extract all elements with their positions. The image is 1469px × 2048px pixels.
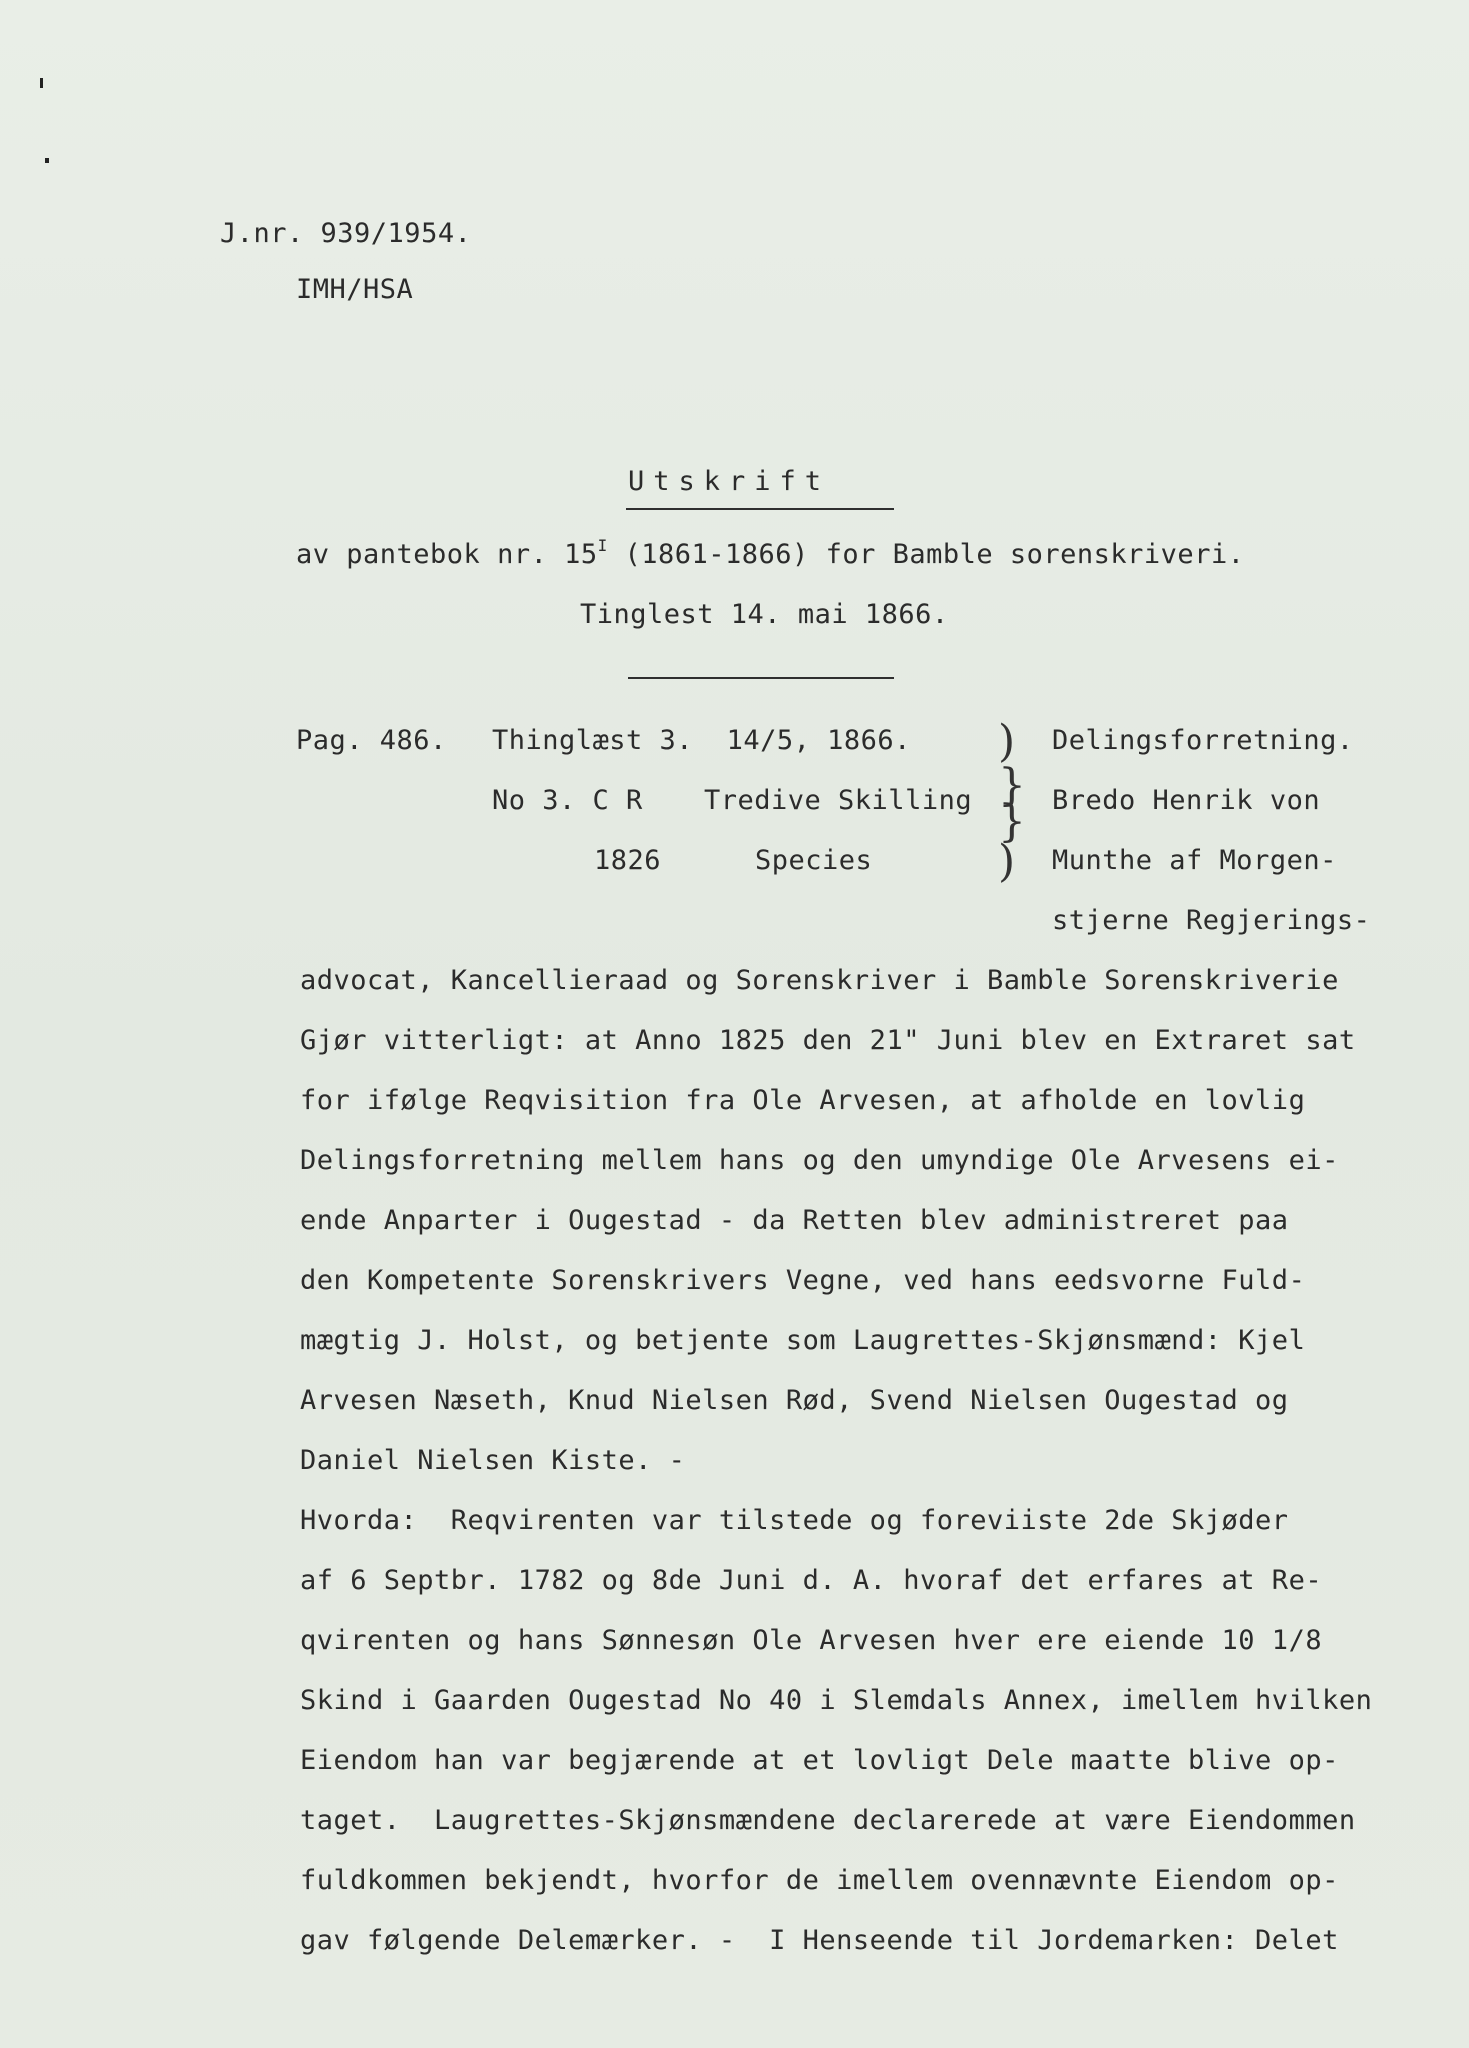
page-reference: Pag. 486. [296, 725, 447, 756]
body-line: gav følgende Delemærker. - I Henseende til Jordemarken: Delet [300, 1925, 1339, 1956]
entry-col2-line-1: Tredive Skilling [704, 785, 973, 816]
brace-mark-2: } [998, 760, 1026, 811]
entry-right-line-4: stjerne Regjerings- [1052, 905, 1371, 936]
subtitle-line-2: Tinglest 14. mai 1866. [580, 599, 949, 630]
subtitle-line-1 [296, 536, 1245, 570]
entry-col1-line-1: Thinglæst 3. 14/5, 1866. [492, 725, 911, 756]
body-line: for ifølge Reqvisition fra Ole Arvesen, at afholde en lovlig [300, 1085, 1306, 1116]
body-line: taget. Laugrettes-Skjønsmændene declarerede at være Eiendommen [300, 1805, 1356, 1836]
body-line: Eiendom han var begjærende at et lovligt Dele maatte blive op- [300, 1745, 1339, 1776]
body-line: Daniel Nielsen Kiste. - [300, 1445, 686, 1476]
brace-mark-4: ) [998, 836, 1016, 887]
margin-mark-bottom [45, 158, 49, 163]
body-line: den Kompetente Sorenskrivers Vegne, ved hans eedsvorne Fuld- [300, 1265, 1306, 1296]
body-line: advocat, Kancellieraad og Sorenskriver i Bamble Sorenskriverie [300, 965, 1339, 996]
entry-right-line-3: Munthe af Morgen- [1052, 845, 1337, 876]
body-line: qvirenten og hans Sønnesøn Ole Arvesen hver ere eiende 10 1/8 [300, 1625, 1323, 1656]
entry-col2-line-2: Species [755, 845, 873, 876]
journal-number: J.nr. 939/1954. [220, 218, 472, 249]
body-line: Gjør vitterligt: at Anno 1825 den 21" Juni blev en Extraret sat [300, 1025, 1356, 1056]
subtitle-superscript: I [597, 536, 608, 555]
body-line: Delingsforretning mellem hans og den umyndige Ole Arvesens ei- [300, 1145, 1339, 1176]
entry-right-line-1: Delingsforretning. [1052, 725, 1354, 756]
brace-mark-1: ) [998, 716, 1016, 767]
body-line: ende Anparter i Ougestad - da Retten blev administreret paa [300, 1205, 1289, 1236]
body-line: mægtig J. Holst, og betjente som Laugrettes-Skjønsmænd: Kjel [300, 1325, 1306, 1356]
subtitle-text-2: (1861-1866) for Bamble sorenskriveri. [607, 539, 1245, 570]
title-underline [626, 508, 894, 510]
body-line: Skind i Gaarden Ougestad No 40 i Slemdals Annex, imellem hvilken [300, 1685, 1373, 1716]
brace-mark-3: } [998, 796, 1026, 847]
body-line: af 6 Septbr. 1782 og 8de Juni d. A. hvoraf det erfares at Re- [300, 1565, 1323, 1596]
section-divider [628, 677, 894, 679]
entry-right-line-2: Bredo Henrik von [1052, 785, 1321, 816]
margin-mark-top [40, 78, 43, 88]
entry-col1-line-3: 1826 [594, 845, 662, 876]
body-line: Arvesen Næseth, Knud Nielsen Rød, Svend Nielsen Ougestad og [300, 1385, 1289, 1416]
subtitle-text-1: av pantebok nr. 15 [296, 539, 598, 570]
entry-col1-line-2: No 3. C R [492, 785, 643, 816]
document-title: Utskrift [628, 466, 831, 497]
body-line: Hvorda: Reqvirenten var tilstede og foreviiste 2de Skjøder [300, 1505, 1289, 1536]
body-line: fuldkommen bekjendt, hvorfor de imellem ovennævnte Eiendom op- [300, 1865, 1339, 1896]
initials: IMH/HSA [296, 274, 414, 305]
